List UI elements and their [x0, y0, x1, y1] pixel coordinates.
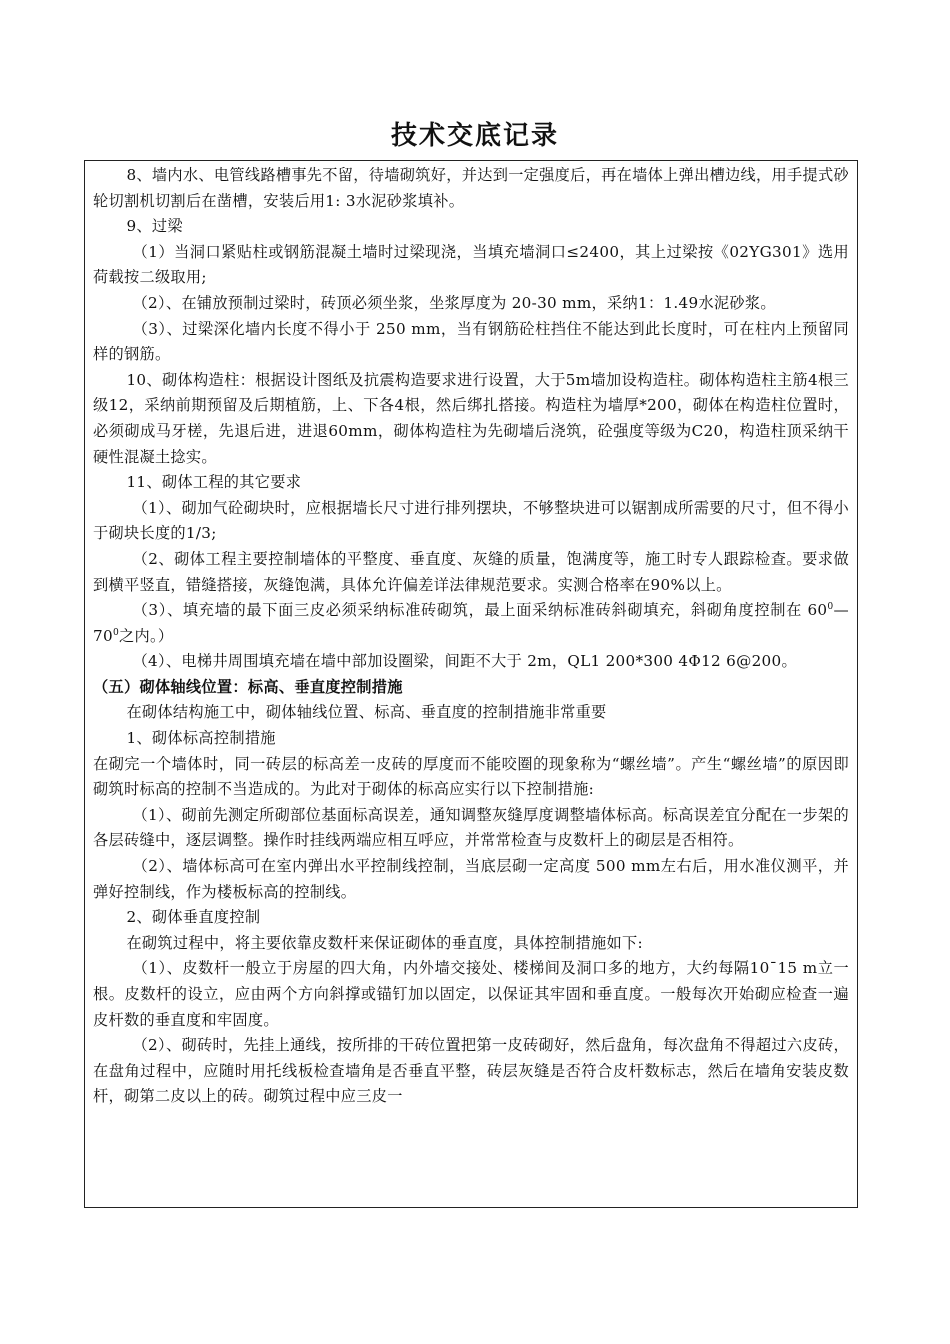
- paragraph-construction-column: 10、砌体构造柱：根据设计图纸及抗震构造要求进行设置，大于5m墙加设构造柱。砌体构造柱主筋4根三级12，采纳前期预留及后期植筋，上、下各4根，然后绑扎搭接。构造柱为墙厚*200，砌体在构造柱位置时，必须砌成马牙槎，先退后进，进退60mm，砌体构造柱为先砌墙后浇筑，砼强度等级为C20，构造柱顶采纳干硬性混凝土捻实。: [93, 370, 849, 466]
- paragraph-verticality-1: （1）、皮数杆一般立于房屋的四大角，内外墙交接处、楼梯间及洞口多的地方，大约每隔10¯15 m立一根。皮数杆的设立，应由两个方向斜撑或锚钉加以固定，以保证其牢固和垂直度。一般每次开始砌应检查一遍皮杆数的垂直度和牢固度。: [93, 959, 849, 1029]
- paragraph-verticality-heading: 2、砌体垂直度控制: [126, 908, 261, 927]
- paragraph-lintel-heading: 9、过梁: [126, 217, 183, 236]
- paragraph-requirement-3: [93, 598, 849, 649]
- degree-mark: 0: [827, 602, 834, 613]
- content-box: [84, 160, 858, 1208]
- paragraph-other-requirements-heading: 11、砌体工程的其它要求: [126, 473, 302, 492]
- page-title: 技术交底记录: [390, 121, 559, 151]
- paragraph-requirement-2: （2、砌体工程主要控制墙体的平整度、垂直度、灰缝的质量，饱满度等，施工时专人跟踪检查。要求做到横平竖直，错缝搭接，灰缝饱满，具体允许偏差详法律规范要求。实测合格率在90%以上。: [93, 549, 849, 594]
- paragraph-lintel-2: （2）、在铺放预制过梁时，砖顶必须坐浆，坐浆厚度为 20-30 mm，采纳1：1.49水泥砂浆。: [132, 293, 776, 312]
- section-heading-axis-control: （五）砌体轴线位置：标高、垂直度控制措施: [93, 677, 403, 696]
- paragraph-wall-slots: 8、墙内水、电管线路槽事先不留，待墙砌筑好，并达到一定强度后，再在墙体上弹出槽边线，用手提式砂轮切割机切割后在凿槽，安装后用1: 3水泥砂浆填补。: [93, 166, 849, 210]
- paragraph-lintel-1: （1）当洞口紧贴柱或钢筋混凝土墙时过梁现浇，当填充墙洞口≤2400，其上过梁按《02YG301》选用荷载按二级取用;: [93, 242, 849, 287]
- requirement-3-text-a: （3）、填充墙的最下面三皮必须采纳标准砖砌筑，最上面采纳标准砖斜砌填充，斜砌角度控制在 60: [132, 601, 828, 620]
- paragraph-requirement-1: （1）、砌加气砼砌块时，应根据墙长尺寸进行排列摆块，不够整块进可以锯割成所需要的尺寸，但不得小于砌块长度的1/3;: [93, 498, 849, 543]
- paragraph-lintel-3: （3）、过梁深化墙内长度不得小于 250 mm，当有钢筋砼柱挡住不能达到此长度时，可在柱内上预留同样的钢筋。: [93, 319, 849, 364]
- paragraph-axis-intro: 在砌体结构施工中，砌体轴线位置、标高、垂直度的控制措施非常重要: [126, 703, 607, 722]
- requirement-3-text-c: 之内。）: [119, 626, 174, 645]
- requirement-3-text-b: —70: [93, 601, 849, 645]
- paragraph-elevation-heading: 1、砌体标高控制措施: [126, 729, 276, 748]
- paragraph-verticality-2: （2）、砌砖时，先挂上通线，按所排的干砖位置把第一皮砖砌好，然后盘角，每次盘角不得超过六皮砖，在盘角过程中，应随时用托线板检查墙角是否垂直平整，砖层灰缝是否符合皮杆数标志，然后在墙角安装皮数杆，砌第二皮以上的砖。砌筑过程中应三皮一: [93, 1036, 849, 1106]
- paragraph-elevation-2: （2）、墙体标高可在室内弹出水平控制线控制，当底层砌一定高度 500 mm左右后，用水准仪测平，并弹好控制线，作为楼板标高的控制线。: [93, 857, 849, 901]
- document-body: [93, 163, 849, 1110]
- paragraph-elevation-1: （1）、砌前先测定所砌部位基面标高误差，通知调整灰缝厚度调整墙体标高。标高误差宜分配在一步架的各层砖缝中，逐层调整。操作时挂线两端应相互呼应，并常常检查与皮数杆上的砌层是否相符。: [93, 805, 849, 850]
- degree-mark: 0: [112, 627, 120, 638]
- paragraph-screw-wall: 在砌完一个墙体时，同一砖层的标高差一皮砖的厚度而不能咬圈的现象称为“螺丝墙”。产生“螺丝墙”的原因即砌筑时标高的控制不当造成的。为此对于砌体的标高应实行以下控制措施:: [93, 754, 849, 799]
- paragraph-verticality-intro: 在砌筑过程中，将主要依靠皮数杆来保证砌体的垂直度，具体控制措施如下:: [126, 933, 643, 952]
- paragraph-requirement-4: （4）、电梯井周围填充墙在墙中部加设圈梁，间距不大于 2m，QL1 200*300 4Φ12 6@200。: [132, 652, 797, 671]
